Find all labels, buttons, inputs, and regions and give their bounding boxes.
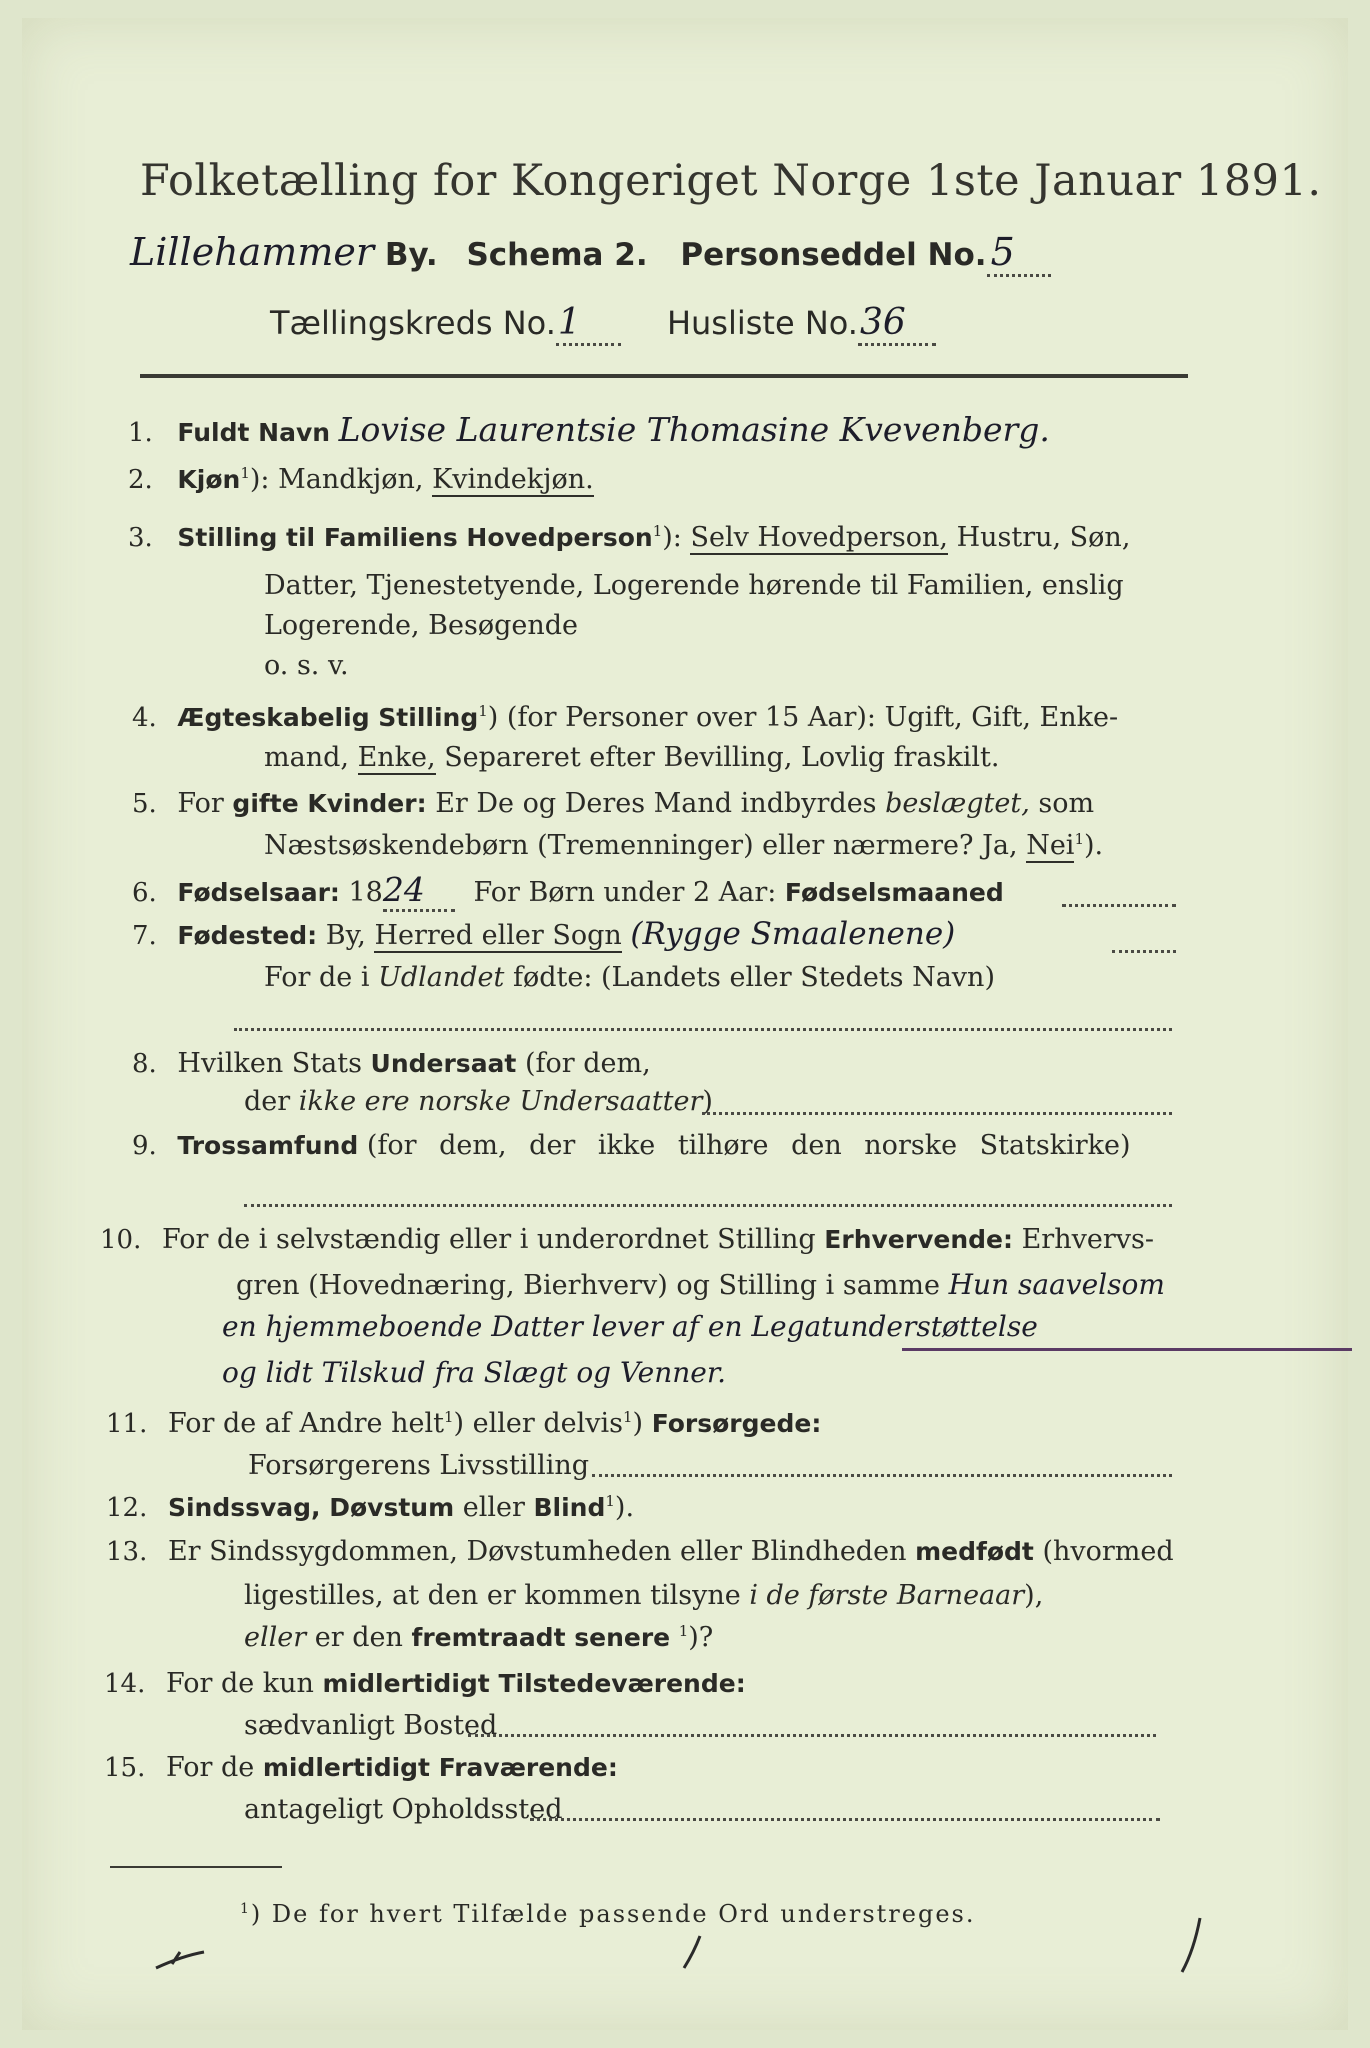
field-11-question-a: For de af Andre helt — [167, 1408, 444, 1439]
field-5-question-a: Er De og Deres Mand indbyrdes — [435, 788, 877, 819]
kreds-label: Tællingskreds No. — [270, 304, 556, 342]
field-5-selected-option: Nei — [1026, 830, 1075, 861]
field-10-number: 10. — [100, 1225, 142, 1255]
occupation-value-2: en hjemmeboende Datter lever af en Legatunderstøttelse — [222, 1310, 1038, 1343]
occupation-value-3: og lidt Tilskud fra Slægt og Venner. — [222, 1356, 727, 1389]
field-4-line-1 — [132, 702, 1118, 733]
field-7-line-1 — [132, 916, 955, 952]
field-3-options-a: Hustru, Søn, — [956, 522, 1131, 553]
field-5-prefix: For — [177, 788, 224, 819]
birthplace-value: (Rygge Smaalenene) — [630, 916, 956, 952]
field-4-option-enkemand: mand, — [264, 742, 349, 773]
field-11-question-c: ) — [632, 1408, 644, 1439]
field-13-italic: i de første Barneaar — [749, 1580, 1025, 1611]
census-form-page — [22, 18, 1348, 2030]
header-kreds-row — [270, 302, 936, 343]
field-6-row — [132, 870, 1004, 909]
field-10-line-1 — [100, 1224, 1154, 1255]
field-15-line-1 — [104, 1752, 618, 1783]
field-3-label: Stilling til Familiens Hovedperson — [177, 523, 653, 552]
field-5-label: gifte Kvinder: — [232, 789, 427, 818]
field-10-question-c: gren (Hovednæring, Bierhverv) og Stilling i samme — [236, 1270, 941, 1301]
field-8-dotted-line — [702, 1112, 1172, 1115]
husliste-number: 36 — [858, 302, 936, 346]
field-7-label: Fødested: — [177, 921, 318, 950]
field-6-label: Fødselsaar: — [177, 878, 340, 907]
field-12-end: ). — [614, 1492, 635, 1523]
occupation-value-1: Hun saavelsom — [948, 1268, 1165, 1301]
field-11-line-1: 11. For de af Andre helt$^1$) eller delvis$^1$) Forsørgede: — [106, 1408, 822, 1439]
field-4-options-b: Separeret efter Bevilling, Lovlig fraskilt. — [444, 742, 1000, 773]
field-13-question-c: ligestilles, at den er kommen tilsyne — [244, 1580, 741, 1611]
field-6-children-text: For Børn under 2 Aar: — [473, 877, 777, 908]
field-10-question-b: Erhvervs- — [1021, 1224, 1154, 1255]
field-8-number: 8. — [132, 1049, 157, 1079]
field-6-dotted-line — [1062, 904, 1176, 907]
field-4-number: 4. — [132, 703, 157, 733]
field-13-question-b: (hvormed — [1042, 1536, 1174, 1567]
field-15-line-2: antageligt Opholdssted — [244, 1794, 563, 1825]
field-12-label: Sindssvag, Døvstum — [167, 1493, 455, 1522]
field-7-blank-line — [234, 1028, 1172, 1031]
field-3-selected-option: Selv Hovedperson, — [690, 522, 948, 553]
field-2-row — [128, 464, 594, 495]
field-5-end: ). — [1084, 830, 1104, 861]
town-name: Lillehammer — [130, 230, 375, 274]
field-9-blank-line — [244, 1204, 1172, 1207]
corner-mark-right — [1172, 1910, 1222, 1980]
field-13-eller: eller — [244, 1622, 307, 1653]
field-9-row — [132, 1130, 1131, 1161]
field-11-dotted-line — [592, 1474, 1172, 1477]
field-10-line-2 — [236, 1268, 1165, 1301]
field-13-paren: ), — [1024, 1580, 1044, 1611]
field-8-italic: ikke ere norske Undersaatter — [298, 1086, 703, 1117]
field-4-label: Ægteskabelig Stilling — [177, 703, 479, 732]
field-14-label: midlertidigt Tilstedeværende: — [322, 1669, 746, 1698]
field-3-number: 3. — [128, 523, 153, 553]
birth-year-prefix: 18 — [348, 877, 383, 908]
field-2-label: Kjøn — [177, 465, 241, 494]
field-7-option-by: By, — [325, 920, 366, 951]
field-8-question-b: (for dem, — [524, 1048, 651, 1079]
field-14-dotted-line — [468, 1734, 1156, 1737]
field-12-eller: eller — [462, 1492, 525, 1523]
field-6-label-month: Fødselsmaaned — [784, 878, 1004, 907]
field-8-label: Undersaat — [370, 1049, 517, 1078]
field-3-line-4: o. s. v. — [264, 650, 349, 681]
corner-mark-middle — [674, 1928, 714, 1978]
field-7-foreign-italic: Udlandet — [378, 962, 505, 993]
field-7-dotted-line — [1112, 950, 1176, 953]
field-2-selected-option: Kvindekjøn. — [432, 464, 594, 495]
field-1-row — [128, 410, 1050, 449]
field-5-number: 5. — [132, 789, 157, 819]
header-town-row — [130, 230, 1051, 274]
field-3-line-2: Datter, Tjenestetyende, Logerende hørende til Familien, enslig — [264, 570, 1124, 601]
field-11-question-b: ) eller delvis — [453, 1408, 623, 1439]
field-13-line-1 — [106, 1536, 1174, 1567]
field-7-line-2 — [264, 962, 995, 993]
footnote-marker: 1 — [240, 1901, 251, 1917]
footnote-text: ) De for hvert Tilfælde passende Ord understreges. — [250, 1900, 976, 1928]
field-7-foreign-b: fødte: (Landets eller Stedets Navn) — [512, 962, 995, 993]
field-5-question-c: Næstsøskendebørn (Tremenninger) eller nærmere? Ja, — [264, 830, 1018, 861]
field-8-line-1 — [132, 1048, 651, 1079]
field-9-label: Trossamfund — [177, 1131, 359, 1160]
personseddel-label: Personseddel No. — [680, 237, 987, 273]
field-15-question: For de — [165, 1752, 255, 1783]
field-15-number: 15. — [104, 1753, 146, 1783]
field-9-question: (for dem, der ikke tilhøre den norske Statskirke) — [366, 1130, 1131, 1161]
field-14-number: 14. — [104, 1669, 146, 1699]
field-13-number: 13. — [106, 1537, 148, 1567]
field-13-question-a: Er Sindssygdommen, Døvstumheden eller Blindheden — [167, 1536, 907, 1567]
field-10-label: Erhvervende: — [824, 1225, 1013, 1254]
field-8-question-a: Hvilken Stats — [177, 1048, 362, 1079]
field-4-footnote-ref: 1 — [478, 702, 488, 720]
field-14-line-1 — [104, 1668, 746, 1699]
field-5-question-b: som — [1038, 788, 1095, 819]
field-14-line-2: sædvanligt Bosted — [244, 1710, 498, 1741]
kreds-number: 1 — [556, 302, 621, 346]
field-9-number: 9. — [132, 1131, 157, 1161]
field-13-label-later: fremtraadt senere — [411, 1623, 671, 1652]
husliste-label: Husliste No. — [666, 304, 858, 342]
field-3-line-3: Logerende, Besøgende — [264, 610, 578, 641]
field-1-label: Fuldt Navn — [177, 418, 331, 447]
schema-label: Schema 2. — [466, 237, 648, 273]
field-13-label: medfødt — [915, 1537, 1034, 1566]
field-2-footnote-ref: 1 — [240, 464, 250, 482]
field-3-footnote-ref: 1 — [652, 522, 663, 540]
field-13-question-d: er den — [314, 1622, 403, 1653]
personseddel-number: 5 — [987, 230, 1051, 277]
field-7-number: 7. — [132, 921, 157, 951]
corner-mark-left — [152, 1938, 222, 1978]
field-12-label-blind: Blind — [533, 1493, 606, 1522]
occupation-underline — [902, 1348, 1352, 1351]
field-4-options-a: ) (for Personer over 15 Aar): Ugift, Gift, Enke- — [487, 702, 1119, 733]
field-6-number: 6. — [132, 878, 157, 908]
field-5-line-1 — [132, 788, 1094, 819]
field-13-end: )? — [688, 1622, 714, 1653]
field-3-line-1 — [128, 522, 1130, 553]
field-12-number: 12. — [106, 1493, 148, 1523]
field-14-question: For de kun — [165, 1668, 314, 1699]
by-label: By. — [384, 237, 438, 273]
field-3-colon: ): — [662, 522, 682, 553]
field-7-selected-option: Herred eller Sogn — [374, 920, 622, 951]
field-5-question-italic: beslægtet, — [885, 788, 1030, 819]
full-name-value: Lovise Laurentsie Thomasine Kvevenberg. — [338, 410, 1050, 449]
field-13-line-3: eller er den fremtraadt senere $^1$)? — [244, 1622, 714, 1653]
birth-year-value: 24 — [383, 870, 455, 912]
field-2-number: 2. — [128, 465, 153, 495]
field-2-options: ): Mandkjøn, — [249, 464, 424, 495]
form-title: Folketælling for Kongeriget Norge 1ste Januar 1891. — [140, 156, 1322, 206]
field-4-selected-option: Enke, — [357, 742, 436, 773]
field-10-question-a: For de i selvstændig eller i underordnet Stilling — [161, 1224, 816, 1255]
field-8-der: der — [244, 1086, 291, 1117]
footnote-rule — [110, 1866, 282, 1868]
field-11-label: Forsørgede: — [651, 1409, 822, 1438]
field-7-foreign-a: For de i — [264, 962, 370, 993]
field-5-line-2: Næstsøskendebørn (Tremenninger) eller nærmere? Ja, Nei$^1$). — [264, 830, 1104, 861]
field-8-line-2 — [244, 1086, 713, 1117]
footnote — [240, 1900, 975, 1928]
header-rule — [140, 374, 1188, 378]
field-11-number: 11. — [106, 1409, 148, 1439]
field-11-line-2: Forsørgerens Livsstilling — [248, 1450, 590, 1481]
field-4-line-2 — [264, 742, 999, 773]
field-15-label: midlertidigt Fraværende: — [262, 1753, 618, 1782]
field-15-dotted-line — [530, 1818, 1160, 1821]
field-8-paren: ) — [702, 1086, 713, 1117]
field-13-line-2 — [244, 1580, 1043, 1611]
field-1-number: 1. — [128, 418, 153, 448]
field-12-row: 12. Sindssvag, Døvstum eller Blind$^1$). — [106, 1492, 635, 1523]
